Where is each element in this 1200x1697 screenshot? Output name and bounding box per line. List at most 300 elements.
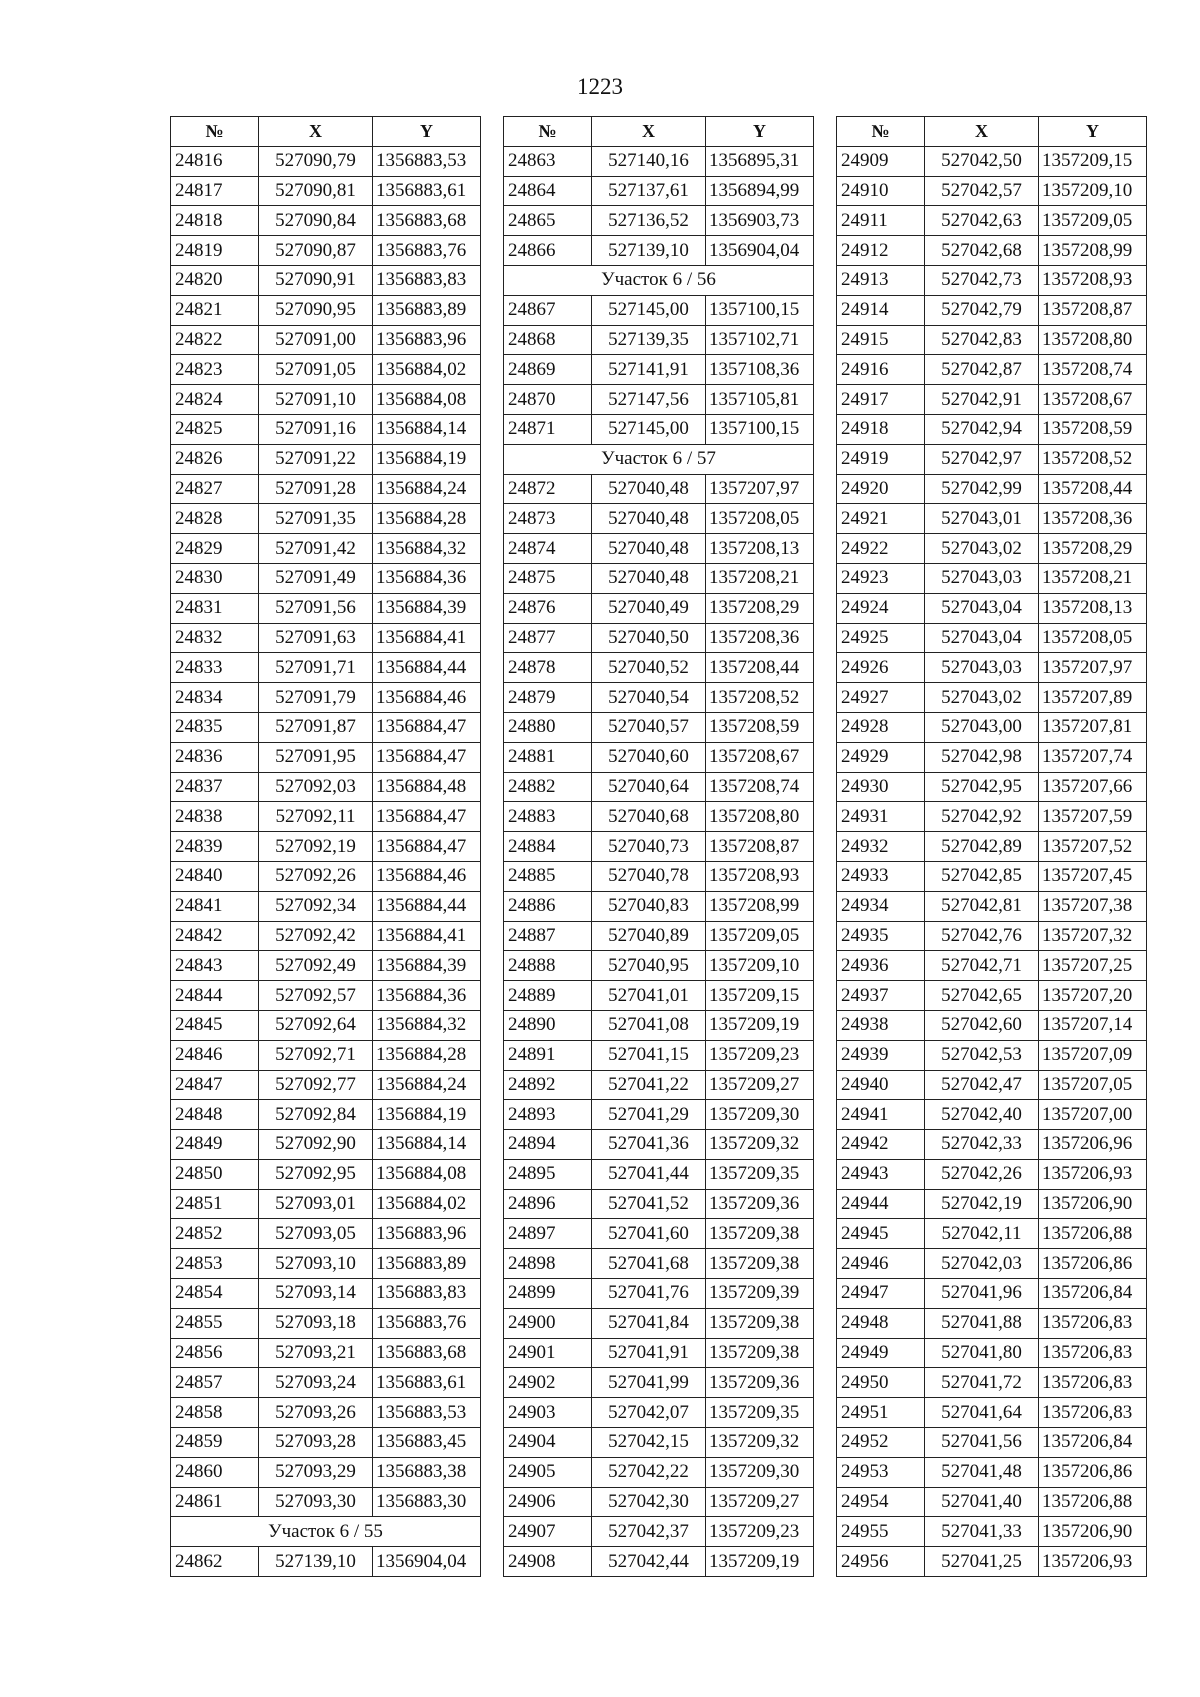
header-row — [837, 117, 1147, 147]
x-coordinate-cell: 527040,48 — [592, 563, 706, 593]
table-row — [837, 1040, 1147, 1070]
point-number-cell: 24835 — [171, 712, 259, 742]
y-coordinate-cell: 1356883,89 — [373, 1249, 481, 1279]
x-coordinate-cell: 527042,33 — [925, 1130, 1039, 1160]
y-coordinate-cell: 1357209,05 — [1039, 206, 1147, 236]
point-number-cell: 24892 — [504, 1070, 592, 1100]
table-row — [171, 1308, 481, 1338]
y-coordinate-cell: 1357100,15 — [706, 295, 814, 325]
y-coordinate-cell: 1356883,61 — [373, 1368, 481, 1398]
table-row — [837, 623, 1147, 653]
point-number-cell: 24890 — [504, 1010, 592, 1040]
point-number-cell: 24946 — [837, 1249, 925, 1279]
table-row — [837, 1100, 1147, 1130]
y-coordinate-cell: 1356883,76 — [373, 236, 481, 266]
point-number-cell: 24911 — [837, 206, 925, 236]
table-row — [504, 623, 814, 653]
y-coordinate-cell: 1357208,21 — [706, 563, 814, 593]
table-row — [837, 534, 1147, 564]
y-coordinate-cell: 1356884,24 — [373, 1070, 481, 1100]
y-coordinate-cell: 1357207,97 — [1039, 653, 1147, 683]
x-coordinate-cell: 527043,04 — [925, 623, 1039, 653]
x-coordinate-cell: 527040,50 — [592, 623, 706, 653]
y-coordinate-cell: 1357206,83 — [1039, 1368, 1147, 1398]
x-coordinate-cell: 527092,57 — [259, 981, 373, 1011]
x-coordinate-cell: 527042,22 — [592, 1457, 706, 1487]
x-coordinate-cell: 527090,91 — [259, 265, 373, 295]
y-coordinate-cell: 1356883,30 — [373, 1487, 481, 1517]
point-number-cell: 24870 — [504, 385, 592, 415]
x-coordinate-cell: 527042,89 — [925, 832, 1039, 862]
point-number-cell: 24853 — [171, 1249, 259, 1279]
table-row — [504, 236, 814, 266]
y-coordinate-cell: 1357209,36 — [706, 1189, 814, 1219]
y-coordinate-cell: 1357100,15 — [706, 414, 814, 444]
x-coordinate-cell: 527041,99 — [592, 1368, 706, 1398]
x-coordinate-cell: 527091,56 — [259, 593, 373, 623]
x-coordinate-cell: 527145,00 — [592, 295, 706, 325]
point-number-cell: 24916 — [837, 355, 925, 385]
point-number-cell: 24914 — [837, 295, 925, 325]
x-coordinate-cell: 527092,19 — [259, 832, 373, 862]
point-number-cell: 24887 — [504, 921, 592, 951]
table-row — [171, 504, 481, 534]
y-coordinate-cell: 1356884,14 — [373, 1130, 481, 1160]
y-coordinate-cell: 1357209,38 — [706, 1308, 814, 1338]
point-number-cell: 24899 — [504, 1279, 592, 1309]
y-coordinate-cell: 1357208,74 — [706, 772, 814, 802]
table-row — [504, 1249, 814, 1279]
table-row — [837, 1219, 1147, 1249]
point-number-cell: 24822 — [171, 325, 259, 355]
table-row — [171, 355, 481, 385]
table-row — [837, 563, 1147, 593]
table-row — [504, 832, 814, 862]
table-row — [504, 1487, 814, 1517]
header-number: № — [171, 117, 259, 147]
x-coordinate-cell: 527042,83 — [925, 325, 1039, 355]
point-number-cell: 24910 — [837, 176, 925, 206]
point-number-cell: 24875 — [504, 563, 592, 593]
table-row — [837, 325, 1147, 355]
table-row — [504, 295, 814, 325]
x-coordinate-cell: 527041,88 — [925, 1308, 1039, 1338]
point-number-cell: 24836 — [171, 742, 259, 772]
point-number-cell: 24830 — [171, 563, 259, 593]
table-row — [504, 653, 814, 683]
table-body — [504, 146, 814, 1576]
y-coordinate-cell: 1356884,08 — [373, 1159, 481, 1189]
x-coordinate-cell: 527042,47 — [925, 1070, 1039, 1100]
y-coordinate-cell: 1356883,53 — [373, 146, 481, 176]
y-coordinate-cell: 1357206,84 — [1039, 1279, 1147, 1309]
x-coordinate-cell: 527093,01 — [259, 1189, 373, 1219]
y-coordinate-cell: 1356884,46 — [373, 683, 481, 713]
y-coordinate-cell: 1357207,59 — [1039, 802, 1147, 832]
x-coordinate-cell: 527041,15 — [592, 1040, 706, 1070]
y-coordinate-cell: 1357209,23 — [706, 1040, 814, 1070]
y-coordinate-cell: 1357207,97 — [706, 474, 814, 504]
point-number-cell: 24860 — [171, 1457, 259, 1487]
y-coordinate-cell: 1356884,47 — [373, 712, 481, 742]
table-row — [837, 146, 1147, 176]
x-coordinate-cell: 527040,60 — [592, 742, 706, 772]
point-number-cell: 24912 — [837, 236, 925, 266]
y-coordinate-cell: 1357207,81 — [1039, 712, 1147, 742]
point-number-cell: 24933 — [837, 861, 925, 891]
table-row — [171, 1219, 481, 1249]
x-coordinate-cell: 527041,52 — [592, 1189, 706, 1219]
x-coordinate-cell: 527145,00 — [592, 414, 706, 444]
x-coordinate-cell: 527092,64 — [259, 1010, 373, 1040]
x-coordinate-cell: 527041,33 — [925, 1517, 1039, 1547]
y-coordinate-cell: 1357105,81 — [706, 385, 814, 415]
table-row — [837, 1547, 1147, 1577]
x-coordinate-cell: 527090,79 — [259, 146, 373, 176]
x-coordinate-cell: 527041,40 — [925, 1487, 1039, 1517]
point-number-cell: 24879 — [504, 683, 592, 713]
point-number-cell: 24906 — [504, 1487, 592, 1517]
y-coordinate-cell: 1357209,19 — [706, 1010, 814, 1040]
table-row — [171, 772, 481, 802]
table-row — [837, 891, 1147, 921]
table-row — [504, 1130, 814, 1160]
x-coordinate-cell: 527139,35 — [592, 325, 706, 355]
point-number-cell: 24937 — [837, 981, 925, 1011]
point-number-cell: 24866 — [504, 236, 592, 266]
point-number-cell: 24934 — [837, 891, 925, 921]
x-coordinate-cell: 527091,63 — [259, 623, 373, 653]
x-coordinate-cell: 527091,42 — [259, 534, 373, 564]
table-row — [837, 1368, 1147, 1398]
y-coordinate-cell: 1356884,02 — [373, 355, 481, 385]
x-coordinate-cell: 527041,64 — [925, 1398, 1039, 1428]
x-coordinate-cell: 527043,04 — [925, 593, 1039, 623]
y-coordinate-cell: 1356884,41 — [373, 921, 481, 951]
x-coordinate-cell: 527042,03 — [925, 1249, 1039, 1279]
point-number-cell: 24917 — [837, 385, 925, 415]
table-row — [837, 1517, 1147, 1547]
table-row — [171, 176, 481, 206]
x-coordinate-cell: 527042,68 — [925, 236, 1039, 266]
point-number-cell: 24930 — [837, 772, 925, 802]
y-coordinate-cell: 1357207,09 — [1039, 1040, 1147, 1070]
point-number-cell: 24909 — [837, 146, 925, 176]
header-x: X — [592, 117, 706, 147]
x-coordinate-cell: 527042,99 — [925, 474, 1039, 504]
header-number: № — [504, 117, 592, 147]
table-row — [171, 861, 481, 891]
point-number-cell: 24841 — [171, 891, 259, 921]
section-title: Участок 6 / 57 — [504, 444, 814, 474]
point-number-cell: 24862 — [171, 1547, 259, 1577]
y-coordinate-cell: 1356883,83 — [373, 1279, 481, 1309]
x-coordinate-cell: 527040,89 — [592, 921, 706, 951]
x-coordinate-cell: 527091,05 — [259, 355, 373, 385]
table-row — [504, 712, 814, 742]
x-coordinate-cell: 527042,98 — [925, 742, 1039, 772]
x-coordinate-cell: 527040,73 — [592, 832, 706, 862]
y-coordinate-cell: 1356884,14 — [373, 414, 481, 444]
table-row — [504, 1398, 814, 1428]
table-row — [504, 1547, 814, 1577]
y-coordinate-cell: 1356884,47 — [373, 832, 481, 862]
x-coordinate-cell: 527093,29 — [259, 1457, 373, 1487]
point-number-cell: 24931 — [837, 802, 925, 832]
y-coordinate-cell: 1357206,83 — [1039, 1338, 1147, 1368]
y-coordinate-cell: 1357208,74 — [1039, 355, 1147, 385]
section-row — [504, 444, 814, 474]
point-number-cell: 24865 — [504, 206, 592, 236]
point-number-cell: 24897 — [504, 1219, 592, 1249]
point-number-cell: 24956 — [837, 1547, 925, 1577]
x-coordinate-cell: 527042,26 — [925, 1159, 1039, 1189]
x-coordinate-cell: 527091,28 — [259, 474, 373, 504]
point-number-cell: 24902 — [504, 1368, 592, 1398]
point-number-cell: 24840 — [171, 861, 259, 891]
point-number-cell: 24834 — [171, 683, 259, 713]
point-number-cell: 24856 — [171, 1338, 259, 1368]
point-number-cell: 24839 — [171, 832, 259, 862]
x-coordinate-cell: 527041,72 — [925, 1368, 1039, 1398]
x-coordinate-cell: 527041,36 — [592, 1130, 706, 1160]
point-number-cell: 24883 — [504, 802, 592, 832]
x-coordinate-cell: 527042,65 — [925, 981, 1039, 1011]
y-coordinate-cell: 1357208,44 — [706, 653, 814, 683]
point-number-cell: 24851 — [171, 1189, 259, 1219]
point-number-cell: 24886 — [504, 891, 592, 921]
point-number-cell: 24827 — [171, 474, 259, 504]
table-body — [171, 146, 481, 1576]
point-number-cell: 24844 — [171, 981, 259, 1011]
x-coordinate-cell: 527141,91 — [592, 355, 706, 385]
point-number-cell: 24953 — [837, 1457, 925, 1487]
y-coordinate-cell: 1357208,05 — [1039, 623, 1147, 653]
x-coordinate-cell: 527041,01 — [592, 981, 706, 1011]
table-row — [171, 1040, 481, 1070]
x-coordinate-cell: 527042,63 — [925, 206, 1039, 236]
point-number-cell: 24923 — [837, 563, 925, 593]
table-body — [837, 146, 1147, 1576]
coordinates-table-2 — [503, 116, 814, 1577]
point-number-cell: 24869 — [504, 355, 592, 385]
x-coordinate-cell: 527042,60 — [925, 1010, 1039, 1040]
point-number-cell: 24855 — [171, 1308, 259, 1338]
page-number: 1223 — [577, 74, 623, 99]
y-coordinate-cell: 1357108,36 — [706, 355, 814, 385]
y-coordinate-cell: 1356883,96 — [373, 325, 481, 355]
y-coordinate-cell: 1356884,08 — [373, 385, 481, 415]
table-row — [171, 325, 481, 355]
table-row — [837, 1457, 1147, 1487]
point-number-cell: 24913 — [837, 265, 925, 295]
x-coordinate-cell: 527041,48 — [925, 1457, 1039, 1487]
table-row — [171, 1398, 481, 1428]
point-number-cell: 24845 — [171, 1010, 259, 1040]
x-coordinate-cell: 527091,95 — [259, 742, 373, 772]
table-row — [504, 1308, 814, 1338]
table-row — [837, 1249, 1147, 1279]
point-number-cell: 24820 — [171, 265, 259, 295]
y-coordinate-cell: 1357209,38 — [706, 1338, 814, 1368]
x-coordinate-cell: 527041,91 — [592, 1338, 706, 1368]
table-row — [504, 474, 814, 504]
y-coordinate-cell: 1357206,96 — [1039, 1130, 1147, 1160]
table-row — [504, 1010, 814, 1040]
x-coordinate-cell: 527093,30 — [259, 1487, 373, 1517]
point-number-cell: 24891 — [504, 1040, 592, 1070]
point-number-cell: 24880 — [504, 712, 592, 742]
x-coordinate-cell: 527090,95 — [259, 295, 373, 325]
y-coordinate-cell: 1356884,32 — [373, 1010, 481, 1040]
header-x: X — [259, 117, 373, 147]
table-row — [171, 832, 481, 862]
x-coordinate-cell: 527040,48 — [592, 534, 706, 564]
header-number: № — [837, 117, 925, 147]
x-coordinate-cell: 527092,90 — [259, 1130, 373, 1160]
table-row — [504, 593, 814, 623]
point-number-cell: 24828 — [171, 504, 259, 534]
point-number-cell: 24847 — [171, 1070, 259, 1100]
table-row — [171, 1130, 481, 1160]
point-number-cell: 24826 — [171, 444, 259, 474]
y-coordinate-cell: 1356883,68 — [373, 1338, 481, 1368]
point-number-cell: 24884 — [504, 832, 592, 862]
y-coordinate-cell: 1356884,44 — [373, 891, 481, 921]
y-coordinate-cell: 1357206,83 — [1039, 1398, 1147, 1428]
y-coordinate-cell: 1357206,90 — [1039, 1517, 1147, 1547]
point-number-cell: 24829 — [171, 534, 259, 564]
table-row — [837, 921, 1147, 951]
y-coordinate-cell: 1357209,15 — [706, 981, 814, 1011]
point-number-cell: 24948 — [837, 1308, 925, 1338]
table-row — [504, 981, 814, 1011]
y-coordinate-cell: 1357209,10 — [1039, 176, 1147, 206]
table-row — [504, 891, 814, 921]
x-coordinate-cell: 527042,37 — [592, 1517, 706, 1547]
y-coordinate-cell: 1357208,87 — [706, 832, 814, 862]
table-row — [171, 265, 481, 295]
y-coordinate-cell: 1357209,35 — [706, 1398, 814, 1428]
table-row — [171, 981, 481, 1011]
header-row — [504, 117, 814, 147]
table-row — [837, 1487, 1147, 1517]
x-coordinate-cell: 527042,44 — [592, 1547, 706, 1577]
point-number-cell: 24837 — [171, 772, 259, 802]
table-row — [504, 1457, 814, 1487]
table-row — [504, 563, 814, 593]
table-row — [171, 653, 481, 683]
point-number-cell: 24905 — [504, 1457, 592, 1487]
table-row — [837, 1308, 1147, 1338]
x-coordinate-cell: 527040,78 — [592, 861, 706, 891]
y-coordinate-cell: 1357209,19 — [706, 1547, 814, 1577]
x-coordinate-cell: 527139,10 — [259, 1547, 373, 1577]
point-number-cell: 24850 — [171, 1159, 259, 1189]
y-coordinate-cell: 1357207,66 — [1039, 772, 1147, 802]
x-coordinate-cell: 527092,71 — [259, 1040, 373, 1070]
y-coordinate-cell: 1356884,46 — [373, 861, 481, 891]
table-row — [837, 772, 1147, 802]
y-coordinate-cell: 1356883,76 — [373, 1308, 481, 1338]
x-coordinate-cell: 527092,42 — [259, 921, 373, 951]
point-number-cell: 24945 — [837, 1219, 925, 1249]
y-coordinate-cell: 1357208,52 — [1039, 444, 1147, 474]
section-row — [504, 265, 814, 295]
y-coordinate-cell: 1357209,36 — [706, 1368, 814, 1398]
x-coordinate-cell: 527093,05 — [259, 1219, 373, 1249]
x-coordinate-cell: 527042,19 — [925, 1189, 1039, 1219]
y-coordinate-cell: 1357206,88 — [1039, 1219, 1147, 1249]
point-number-cell: 24904 — [504, 1428, 592, 1458]
table-row — [837, 951, 1147, 981]
x-coordinate-cell: 527042,73 — [925, 265, 1039, 295]
point-number-cell: 24823 — [171, 355, 259, 385]
point-number-cell: 24843 — [171, 951, 259, 981]
point-number-cell: 24838 — [171, 802, 259, 832]
y-coordinate-cell: 1357209,30 — [706, 1457, 814, 1487]
y-coordinate-cell: 1357207,05 — [1039, 1070, 1147, 1100]
table-row — [837, 385, 1147, 415]
point-number-cell: 24938 — [837, 1010, 925, 1040]
x-coordinate-cell: 527043,03 — [925, 653, 1039, 683]
y-coordinate-cell: 1356884,48 — [373, 772, 481, 802]
point-number-cell: 24885 — [504, 861, 592, 891]
point-number-cell: 24951 — [837, 1398, 925, 1428]
x-coordinate-cell: 527042,91 — [925, 385, 1039, 415]
x-coordinate-cell: 527040,52 — [592, 653, 706, 683]
y-coordinate-cell: 1357208,80 — [1039, 325, 1147, 355]
x-coordinate-cell: 527091,16 — [259, 414, 373, 444]
table-row — [171, 802, 481, 832]
x-coordinate-cell: 527043,03 — [925, 563, 1039, 593]
y-coordinate-cell: 1357206,83 — [1039, 1308, 1147, 1338]
y-coordinate-cell: 1357207,52 — [1039, 832, 1147, 862]
table-row — [171, 623, 481, 653]
x-coordinate-cell: 527092,11 — [259, 802, 373, 832]
point-number-cell: 24867 — [504, 295, 592, 325]
table-row — [837, 683, 1147, 713]
x-coordinate-cell: 527041,08 — [592, 1010, 706, 1040]
table-row — [837, 474, 1147, 504]
x-coordinate-cell: 527041,29 — [592, 1100, 706, 1130]
x-coordinate-cell: 527090,87 — [259, 236, 373, 266]
y-coordinate-cell: 1357209,38 — [706, 1219, 814, 1249]
point-number-cell: 24919 — [837, 444, 925, 474]
x-coordinate-cell: 527137,61 — [592, 176, 706, 206]
y-coordinate-cell: 1356894,99 — [706, 176, 814, 206]
x-coordinate-cell: 527043,02 — [925, 683, 1039, 713]
y-coordinate-cell: 1357208,44 — [1039, 474, 1147, 504]
table-row — [837, 981, 1147, 1011]
point-number-cell: 24873 — [504, 504, 592, 534]
y-coordinate-cell: 1357208,36 — [706, 623, 814, 653]
table-row — [504, 1338, 814, 1368]
y-coordinate-cell: 1356884,19 — [373, 1100, 481, 1130]
table-row — [504, 504, 814, 534]
table-row — [171, 1070, 481, 1100]
table-row — [837, 1130, 1147, 1160]
x-coordinate-cell: 527042,76 — [925, 921, 1039, 951]
point-number-cell: 24894 — [504, 1130, 592, 1160]
y-coordinate-cell: 1357206,84 — [1039, 1428, 1147, 1458]
table-row — [171, 1338, 481, 1368]
y-coordinate-cell: 1357208,99 — [706, 891, 814, 921]
table-row — [837, 1070, 1147, 1100]
table-row — [504, 683, 814, 713]
x-coordinate-cell: 527040,68 — [592, 802, 706, 832]
table-row — [171, 146, 481, 176]
